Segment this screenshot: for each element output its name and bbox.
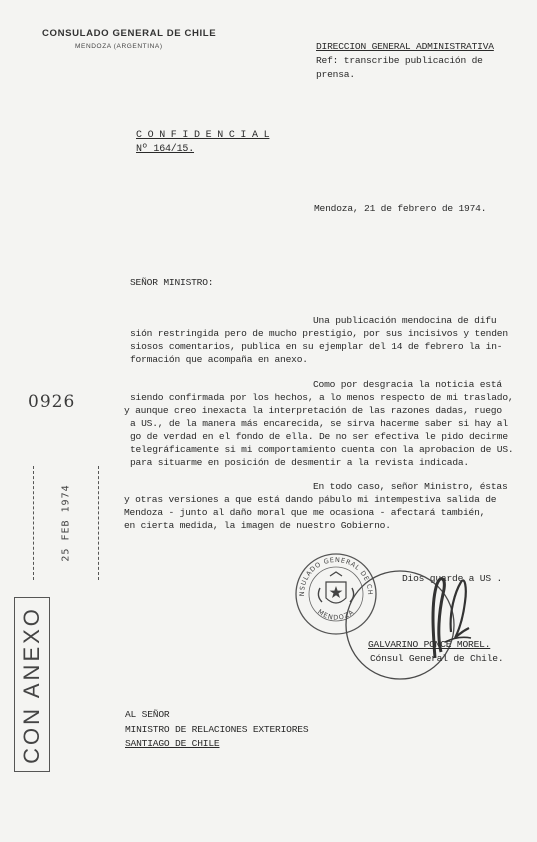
paragraph-line: telegráficamente si mi comportamiento cuenta con la aprobacion de US. (130, 444, 514, 455)
letterhead-subtitle: MENDOZA (ARGENTINA) (75, 43, 163, 50)
paragraph-3 (124, 481, 508, 541)
paragraph-line: go de verdad en el fondo de ella. De no ser efectiva le pido decirme (130, 431, 508, 442)
paragraph-line: a US., de la manera más encarecida, se sirva hacerme saber si hay al (130, 418, 508, 429)
letter-date: Mendoza, 21 de febrero de 1974. (314, 203, 487, 214)
received-date-stamp (33, 466, 99, 580)
ref-line-2: prensa. (316, 69, 355, 80)
signatory-role: Cónsul General de Chile. (370, 653, 504, 664)
paragraph-line: formación que acompaña en anexo. (130, 354, 308, 365)
annex-stamp-text: CON ANEXO (19, 605, 44, 764)
registry-number-stamp: 0926 (28, 392, 76, 412)
paragraph-line: en cierta medida, la imagen de nuestro Gobierno. (124, 520, 391, 531)
paragraph-line: En todo caso, señor Ministro, éstas (313, 481, 508, 492)
paragraph-line: Una publicación mendocina de difu (313, 315, 497, 326)
svg-text:MENDOZA: MENDOZA (316, 607, 356, 622)
addressee-line-1: AL SEÑOR (125, 709, 170, 720)
paragraph-2 (124, 379, 514, 479)
paragraph-line: sión restringida pero de mucho prestigio, por sus incisivos y tenden (130, 328, 508, 339)
paragraph-line: Mendoza - junto al daño moral que me ocasiona - afectará también, (124, 507, 486, 518)
addressee-line-2: MINISTRO DE RELACIONES EXTERIORES (125, 724, 309, 735)
closing-line: Dios guarde a US . (402, 573, 503, 584)
date-stamp-text: 25 FEB 1974 (60, 484, 72, 562)
paragraph-1 (130, 315, 508, 375)
paragraph-line: y aunque creo inexacta la interpretación de las razones dadas, ruego (124, 405, 502, 416)
signatory-name: GALVARINO PONCE MOREL. (368, 639, 491, 650)
paragraph-line: y otras versiones a que está dando pábulo mi intempestiva salida de (124, 494, 497, 505)
addressee-line-3: SANTIAGO DE CHILE (125, 738, 220, 749)
paragraph-line: para situarme en posición de desmentir a la revista indicada. (130, 457, 469, 468)
paragraph-line: siosos comentarios, publica en su ejemplar del 14 de febrero la in- (130, 341, 503, 352)
letterhead-title: CONSULADO GENERAL DE CHILE (42, 28, 217, 39)
paragraph-line: Como por desgracia la noticia está (313, 379, 502, 390)
classification-label: C O N F I D E N C I A L (136, 130, 270, 141)
svg-text:CONSULADO GENERAL DE CHILE: CONSULADO GENERAL DE CHILE (287, 542, 375, 597)
paragraph-line: siendo confirmada por los hechos, a lo menos respecto de mi traslado, (130, 392, 514, 403)
ref-line-1: Ref: transcribe publicación de (316, 55, 483, 66)
annex-stamp (14, 597, 50, 772)
department-line: DIRECCION GENERAL ADMINISTRATIVA (316, 41, 494, 52)
salutation: SEÑOR MINISTRO: (130, 277, 214, 288)
document-number: Nº 164/15. (136, 144, 195, 155)
